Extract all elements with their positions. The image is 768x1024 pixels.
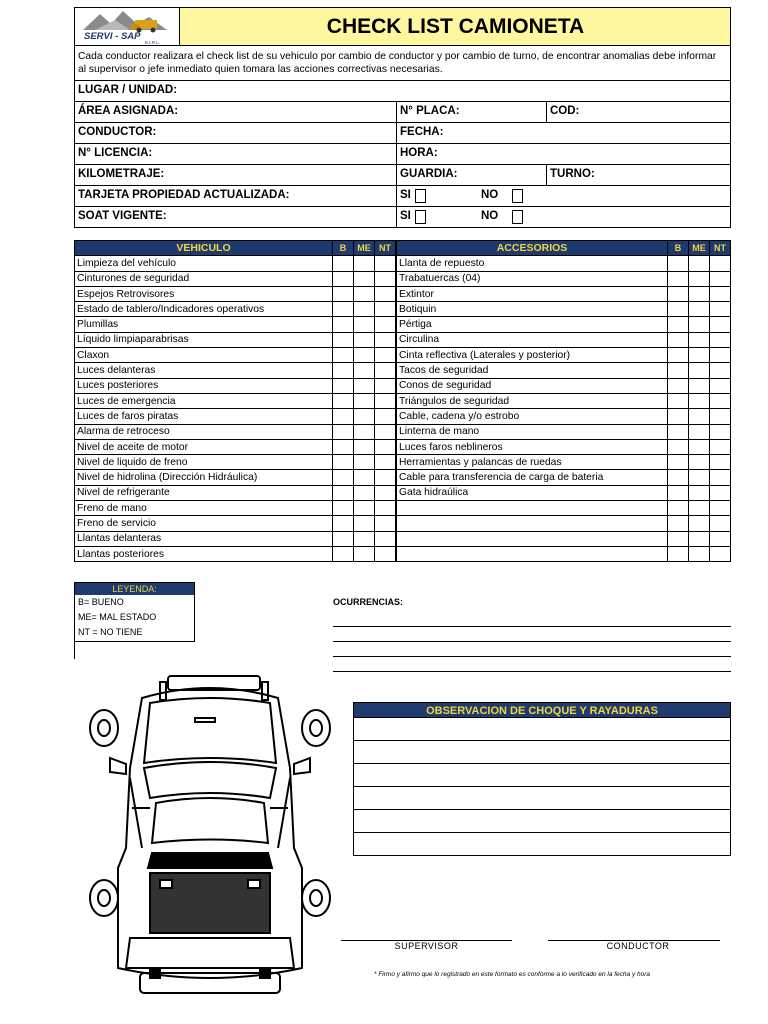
- vehiculo-check-b[interactable]: [333, 470, 354, 485]
- vehiculo-check-nt[interactable]: [375, 546, 396, 561]
- vehiculo-check-b[interactable]: [333, 378, 354, 393]
- fecha-label: FECHA:: [400, 126, 444, 138]
- turno-label: TURNO:: [550, 168, 595, 180]
- accesorio-item-label: Cable para transferencia de carga de bateria: [397, 470, 668, 485]
- vehiculo-row: [75, 455, 396, 470]
- observacion-row[interactable]: [353, 764, 731, 787]
- accesorio-check-nt[interactable]: [710, 455, 731, 470]
- vehiculo-check-b[interactable]: [333, 439, 354, 454]
- vehiculo-check-nt[interactable]: [375, 439, 396, 454]
- vehiculo-check-nt[interactable]: [375, 531, 396, 546]
- vehiculo-item-label: Nivel de liquido de freno: [75, 455, 333, 470]
- accesorio-check-nt[interactable]: [710, 256, 731, 271]
- vehiculo-item-label: Llantas delanteras: [75, 531, 333, 546]
- accesorio-item-label: Triángulos de seguridad: [397, 393, 668, 408]
- vehiculo-check-b[interactable]: [333, 516, 354, 531]
- vehiculo-row: [75, 286, 396, 301]
- accesorio-check-b[interactable]: [668, 271, 689, 286]
- accesorio-item-label: Pértiga: [397, 317, 668, 332]
- vehiculo-row: [75, 332, 396, 347]
- ocurrencias-line[interactable]: [333, 656, 731, 657]
- vehiculo-check-me[interactable]: [354, 409, 375, 424]
- accesorio-check-b[interactable]: [668, 546, 689, 561]
- vehiculo-item-label: Alarma de retroceso: [75, 424, 333, 439]
- accesorio-check-me[interactable]: [689, 348, 710, 363]
- vehiculo-check-me[interactable]: [354, 363, 375, 378]
- vehiculo-check-me[interactable]: [354, 424, 375, 439]
- accesorio-check-me[interactable]: [689, 409, 710, 424]
- row-soat: [74, 207, 731, 228]
- cod-label: COD:: [550, 105, 580, 117]
- tarjeta-si-checkbox[interactable]: [415, 189, 426, 203]
- accesorio-check-b[interactable]: [668, 485, 689, 500]
- accesorio-row: [397, 256, 731, 271]
- accesorio-check-b[interactable]: [668, 348, 689, 363]
- company-logo: [75, 8, 180, 45]
- accesorio-check-me[interactable]: [689, 424, 710, 439]
- vehiculo-check-b[interactable]: [333, 302, 354, 317]
- kilometraje-label: KILOMETRAJE:: [78, 168, 165, 180]
- vehiculo-row: [75, 302, 396, 317]
- supervisor-label: SUPERVISOR: [394, 941, 459, 951]
- vehiculo-check-me[interactable]: [354, 271, 375, 286]
- accesorio-row: [397, 424, 731, 439]
- tarjeta-si-label: SI: [400, 189, 411, 201]
- row-licencia[interactable]: [74, 144, 731, 165]
- vehiculo-check-me[interactable]: [354, 455, 375, 470]
- observacion-row[interactable]: [353, 741, 731, 764]
- vehiculo-row: [75, 531, 396, 546]
- accesorio-check-nt[interactable]: [710, 439, 731, 454]
- accesorio-check-nt[interactable]: [710, 393, 731, 408]
- vehiculo-check-b[interactable]: [333, 256, 354, 271]
- vehiculo-check-me[interactable]: [354, 485, 375, 500]
- vehiculo-row: [75, 485, 396, 500]
- accesorios-table: [396, 240, 731, 562]
- accesorio-item-label: Conos de seguridad: [397, 378, 668, 393]
- legend-item: NT = NO TIENE: [78, 627, 143, 637]
- logo-text: SERVI - SAP: [84, 31, 141, 42]
- vehiculo-row: [75, 271, 396, 286]
- soat-no-checkbox[interactable]: [512, 210, 523, 224]
- col-b-header: B: [333, 241, 354, 256]
- observacion-row[interactable]: [353, 810, 731, 833]
- accesorio-item-label: Trabatuercas (04): [397, 271, 668, 286]
- accesorio-check-me[interactable]: [689, 439, 710, 454]
- accesorio-check-nt[interactable]: [710, 470, 731, 485]
- vehiculo-row: [75, 516, 396, 531]
- accesorio-row: [397, 378, 731, 393]
- row-lugar[interactable]: [74, 81, 731, 102]
- accesorio-check-nt[interactable]: [710, 501, 731, 516]
- vehiculo-check-nt[interactable]: [375, 424, 396, 439]
- accesorio-item-label: Cable, cadena y/o estrobo: [397, 409, 668, 424]
- vehiculo-item-label: Luces posteriores: [75, 378, 333, 393]
- accesorio-check-me[interactable]: [689, 256, 710, 271]
- vehiculo-check-b[interactable]: [333, 455, 354, 470]
- accesorio-item-label: [397, 516, 668, 531]
- accesorio-check-nt[interactable]: [710, 271, 731, 286]
- vehiculo-check-nt[interactable]: [375, 409, 396, 424]
- vehiculo-check-b[interactable]: [333, 332, 354, 347]
- accesorio-check-b[interactable]: [668, 363, 689, 378]
- vehiculo-item-label: Plumillas: [75, 317, 333, 332]
- tarjeta-no-label: NO: [481, 189, 499, 201]
- guardia-label: GUARDIA:: [400, 168, 458, 180]
- vehiculo-check-nt[interactable]: [375, 501, 396, 516]
- ocurrencias-line[interactable]: [333, 641, 731, 642]
- accesorio-check-me[interactable]: [689, 455, 710, 470]
- accesorio-row: [397, 501, 731, 516]
- intro-text: Cada conductor realizara el check list de su vehiculo por cambio de conductor y por cambio de turno, de encontrar anomalias debe informar al supervisor o jefe inmediato quien tomara las acciones correctivas necesarias.: [74, 46, 731, 81]
- vehiculo-check-me[interactable]: [354, 439, 375, 454]
- vehiculo-check-me[interactable]: [354, 531, 375, 546]
- accesorio-check-nt[interactable]: [710, 546, 731, 561]
- vehiculo-check-b[interactable]: [333, 348, 354, 363]
- accesorio-check-b[interactable]: [668, 393, 689, 408]
- accesorio-row: [397, 302, 731, 317]
- page-title: CHECK LIST CAMIONETA: [326, 15, 585, 38]
- accesorio-check-me[interactable]: [689, 485, 710, 500]
- vehiculo-row: [75, 363, 396, 378]
- vehiculo-check-nt[interactable]: [375, 470, 396, 485]
- vehiculo-row: [75, 470, 396, 485]
- vehiculo-row: [75, 409, 396, 424]
- row-tarjeta: [74, 186, 731, 207]
- vehiculo-item-label: Nivel de aceite de motor: [75, 439, 333, 454]
- accesorio-check-nt[interactable]: [710, 363, 731, 378]
- conductor-signature-label: CONDUCTOR: [606, 941, 670, 951]
- accesorio-check-me[interactable]: [689, 501, 710, 516]
- acc-col-b-header: B: [668, 241, 689, 256]
- accesorio-item-label: Botiquin: [397, 302, 668, 317]
- accesorio-check-b[interactable]: [668, 516, 689, 531]
- accesorio-row: [397, 455, 731, 470]
- accesorio-check-nt[interactable]: [710, 485, 731, 500]
- accesorio-item-label: Extintor: [397, 286, 668, 301]
- vehiculo-check-nt[interactable]: [375, 348, 396, 363]
- accesorio-row: [397, 439, 731, 454]
- accesorio-item-label: Cinta reflectiva (Laterales y posterior): [397, 348, 668, 363]
- vehiculo-row: [75, 256, 396, 271]
- vehiculo-item-label: Claxon: [75, 348, 333, 363]
- accesorio-check-b[interactable]: [668, 531, 689, 546]
- vehiculo-check-nt[interactable]: [375, 485, 396, 500]
- vehiculo-check-nt[interactable]: [375, 332, 396, 347]
- vehiculo-item-label: Llantas posteriores: [75, 546, 333, 561]
- accesorios-header: ACCESORIOS: [397, 241, 668, 256]
- vehiculo-check-me[interactable]: [354, 470, 375, 485]
- vehiculo-check-me[interactable]: [354, 378, 375, 393]
- accesorio-row: [397, 531, 731, 546]
- accesorio-item-label: Tacos de seguridad: [397, 363, 668, 378]
- observacion-box: [353, 702, 731, 856]
- vehiculo-check-nt[interactable]: [375, 317, 396, 332]
- vehiculo-check-b[interactable]: [333, 424, 354, 439]
- vehiculo-check-me[interactable]: [354, 546, 375, 561]
- vehiculo-item-label: Freno de mano: [75, 501, 333, 516]
- vehiculo-table: [74, 240, 396, 562]
- vehiculo-item-label: Nivel de hidrolina (Dirección Hidráulica): [75, 470, 333, 485]
- accesorio-check-nt[interactable]: [710, 516, 731, 531]
- accesorio-item-label: Linterna de mano: [397, 424, 668, 439]
- accesorio-item-label: [397, 546, 668, 561]
- accesorio-row: [397, 393, 731, 408]
- accesorio-item-label: Gata hidraúlica: [397, 485, 668, 500]
- vehiculo-row: [75, 501, 396, 516]
- vehiculo-check-me[interactable]: [354, 501, 375, 516]
- vehiculo-check-nt[interactable]: [375, 455, 396, 470]
- accesorio-check-nt[interactable]: [710, 302, 731, 317]
- tarjeta-no-checkbox[interactable]: [512, 189, 523, 203]
- accesorio-row: [397, 363, 731, 378]
- vehiculo-item-label: Nivel de refrigerante: [75, 485, 333, 500]
- legend-title: LEYENDA:: [75, 583, 194, 595]
- vehiculo-check-b[interactable]: [333, 271, 354, 286]
- accesorio-check-b[interactable]: [668, 409, 689, 424]
- col-nt-header: NT: [375, 241, 396, 256]
- ocurrencias-line[interactable]: [333, 671, 731, 672]
- accesorio-item-label: Herramientas y palancas de ruedas: [397, 455, 668, 470]
- vehiculo-check-b[interactable]: [333, 501, 354, 516]
- vehiculo-check-nt[interactable]: [375, 271, 396, 286]
- accesorio-check-me[interactable]: [689, 317, 710, 332]
- accesorio-check-me[interactable]: [689, 470, 710, 485]
- legend-item: B= BUENO: [78, 597, 124, 607]
- legend-box: [74, 582, 195, 642]
- accesorio-check-nt[interactable]: [710, 286, 731, 301]
- accesorio-check-me[interactable]: [689, 363, 710, 378]
- soat-no-label: NO: [481, 210, 499, 222]
- vehiculo-item-label: Luces de emergencia: [75, 393, 333, 408]
- vehiculo-row: [75, 546, 396, 561]
- accesorio-check-nt[interactable]: [710, 378, 731, 393]
- vehiculo-item-label: Freno de servicio: [75, 516, 333, 531]
- accesorio-item-label: Luces faros neblineros: [397, 439, 668, 454]
- accesorio-row: [397, 516, 731, 531]
- accesorio-check-b[interactable]: [668, 470, 689, 485]
- vehiculo-check-b[interactable]: [333, 485, 354, 500]
- vehiculo-item-label: Estado de tablero/Indicadores operativos: [75, 302, 333, 317]
- soat-label: SOAT VIGENTE:: [78, 210, 167, 222]
- row-kilometraje[interactable]: [74, 165, 731, 186]
- accesorio-check-me[interactable]: [689, 378, 710, 393]
- vehiculo-item-label: Luces de faros piratas: [75, 409, 333, 424]
- col-me-header: ME: [354, 241, 375, 256]
- accesorio-check-b[interactable]: [668, 317, 689, 332]
- accesorio-check-me[interactable]: [689, 516, 710, 531]
- accesorio-check-me[interactable]: [689, 332, 710, 347]
- accesorio-check-b[interactable]: [668, 439, 689, 454]
- accesorio-check-me[interactable]: [689, 546, 710, 561]
- accesorio-row: [397, 332, 731, 347]
- vehiculo-check-b[interactable]: [333, 546, 354, 561]
- vehiculo-check-me[interactable]: [354, 302, 375, 317]
- vehiculo-check-b[interactable]: [333, 363, 354, 378]
- vehiculo-check-nt[interactable]: [375, 286, 396, 301]
- accesorio-row: [397, 317, 731, 332]
- vehiculo-check-nt[interactable]: [375, 516, 396, 531]
- vehiculo-row: [75, 393, 396, 408]
- accesorio-row: [397, 409, 731, 424]
- vehiculo-item-label: Luces delanteras: [75, 363, 333, 378]
- vehiculo-check-b[interactable]: [333, 393, 354, 408]
- accesorio-check-nt[interactable]: [710, 348, 731, 363]
- vehiculo-check-b[interactable]: [333, 409, 354, 424]
- legend-item: ME= MAL ESTADO: [78, 612, 157, 622]
- vehiculo-check-me[interactable]: [354, 256, 375, 271]
- vehiculo-check-me[interactable]: [354, 393, 375, 408]
- vehiculo-check-nt[interactable]: [375, 363, 396, 378]
- vehiculo-row: [75, 424, 396, 439]
- vehiculo-check-me[interactable]: [354, 317, 375, 332]
- observacion-row[interactable]: [353, 718, 731, 741]
- acc-col-me-header: ME: [689, 241, 710, 256]
- soat-si-checkbox[interactable]: [415, 210, 426, 224]
- soat-si-label: SI: [400, 210, 411, 222]
- placa-label: N° PLACA:: [400, 105, 460, 117]
- observacion-row[interactable]: [353, 787, 731, 810]
- vehiculo-check-b[interactable]: [333, 531, 354, 546]
- accesorio-row: [397, 546, 731, 561]
- accesorio-check-me[interactable]: [689, 302, 710, 317]
- accesorio-check-me[interactable]: [689, 286, 710, 301]
- accesorio-check-b[interactable]: [668, 455, 689, 470]
- vehiculo-check-b[interactable]: [333, 286, 354, 301]
- accesorio-check-nt[interactable]: [710, 531, 731, 546]
- vehiculo-check-b[interactable]: [333, 317, 354, 332]
- accesorio-check-me[interactable]: [689, 271, 710, 286]
- area-label: ÁREA ASIGNADA:: [78, 105, 179, 117]
- acc-col-nt-header: NT: [710, 241, 731, 256]
- accesorio-check-b[interactable]: [668, 256, 689, 271]
- accesorio-check-b[interactable]: [668, 302, 689, 317]
- vehiculo-item-label: Líquido limpiaparabrisas: [75, 332, 333, 347]
- vehiculo-check-nt[interactable]: [375, 256, 396, 271]
- footnote: * Firmo y afirmo que lo registrado en este formato es conforme a lo verificado en la fecha y hora: [374, 971, 651, 978]
- vehiculo-check-me[interactable]: [354, 332, 375, 347]
- vehiculo-item-label: Cinturones de seguridad: [75, 271, 333, 286]
- accesorio-row: [397, 485, 731, 500]
- accesorio-item-label: [397, 531, 668, 546]
- conductor-label: CONDUCTOR:: [78, 126, 157, 138]
- accesorio-row: [397, 271, 731, 286]
- logo-subtext: E.I.R.L.: [145, 40, 161, 45]
- vehiculo-check-nt[interactable]: [375, 378, 396, 393]
- lugar-label: LUGAR / UNIDAD:: [78, 84, 178, 96]
- accesorio-row: [397, 470, 731, 485]
- accesorio-check-me[interactable]: [689, 531, 710, 546]
- vehiculo-row: [75, 317, 396, 332]
- accesorio-check-b[interactable]: [668, 378, 689, 393]
- vehiculo-item-label: Espejos Retrovisores: [75, 286, 333, 301]
- vehiculo-check-me[interactable]: [354, 516, 375, 531]
- accesorio-check-me[interactable]: [689, 393, 710, 408]
- accesorio-check-b[interactable]: [668, 332, 689, 347]
- accesorio-check-nt[interactable]: [710, 409, 731, 424]
- hora-label: HORA:: [400, 147, 438, 159]
- vehiculo-check-me[interactable]: [354, 348, 375, 363]
- accesorio-check-nt[interactable]: [710, 332, 731, 347]
- ocurrencias-label: OCURRENCIAS:: [333, 597, 404, 607]
- ocurrencias-line[interactable]: [333, 626, 731, 627]
- observacion-row[interactable]: [353, 833, 731, 856]
- accesorio-check-nt[interactable]: [710, 424, 731, 439]
- row-area[interactable]: [74, 102, 731, 123]
- accesorio-check-b[interactable]: [668, 286, 689, 301]
- observacion-header: OBSERVACION DE CHOQUE Y RAYADURAS: [353, 702, 731, 718]
- vehiculo-header: VEHICULO: [75, 241, 333, 256]
- tarjeta-label: TARJETA PROPIEDAD ACTUALIZADA:: [78, 189, 290, 201]
- accesorio-item-label: Circulina: [397, 332, 668, 347]
- licencia-label: N° LICENCIA:: [78, 147, 153, 159]
- accesorio-row: [397, 348, 731, 363]
- accesorio-check-b[interactable]: [668, 424, 689, 439]
- accesorio-check-b[interactable]: [668, 501, 689, 516]
- vehiculo-item-label: Limpieza del vehículo: [75, 256, 333, 271]
- accesorio-item-label: Llanta de repuesto: [397, 256, 668, 271]
- row-conductor[interactable]: [74, 123, 731, 144]
- vehiculo-row: [75, 378, 396, 393]
- vehiculo-check-nt[interactable]: [375, 393, 396, 408]
- vehiculo-check-nt[interactable]: [375, 302, 396, 317]
- accesorio-row: [397, 286, 731, 301]
- vehiculo-check-me[interactable]: [354, 286, 375, 301]
- vehiculo-row: [75, 439, 396, 454]
- accesorio-check-nt[interactable]: [710, 317, 731, 332]
- vehiculo-row: [75, 348, 396, 363]
- vehicle-damage-diagram[interactable]: [80, 668, 340, 1008]
- accesorio-item-label: [397, 501, 668, 516]
